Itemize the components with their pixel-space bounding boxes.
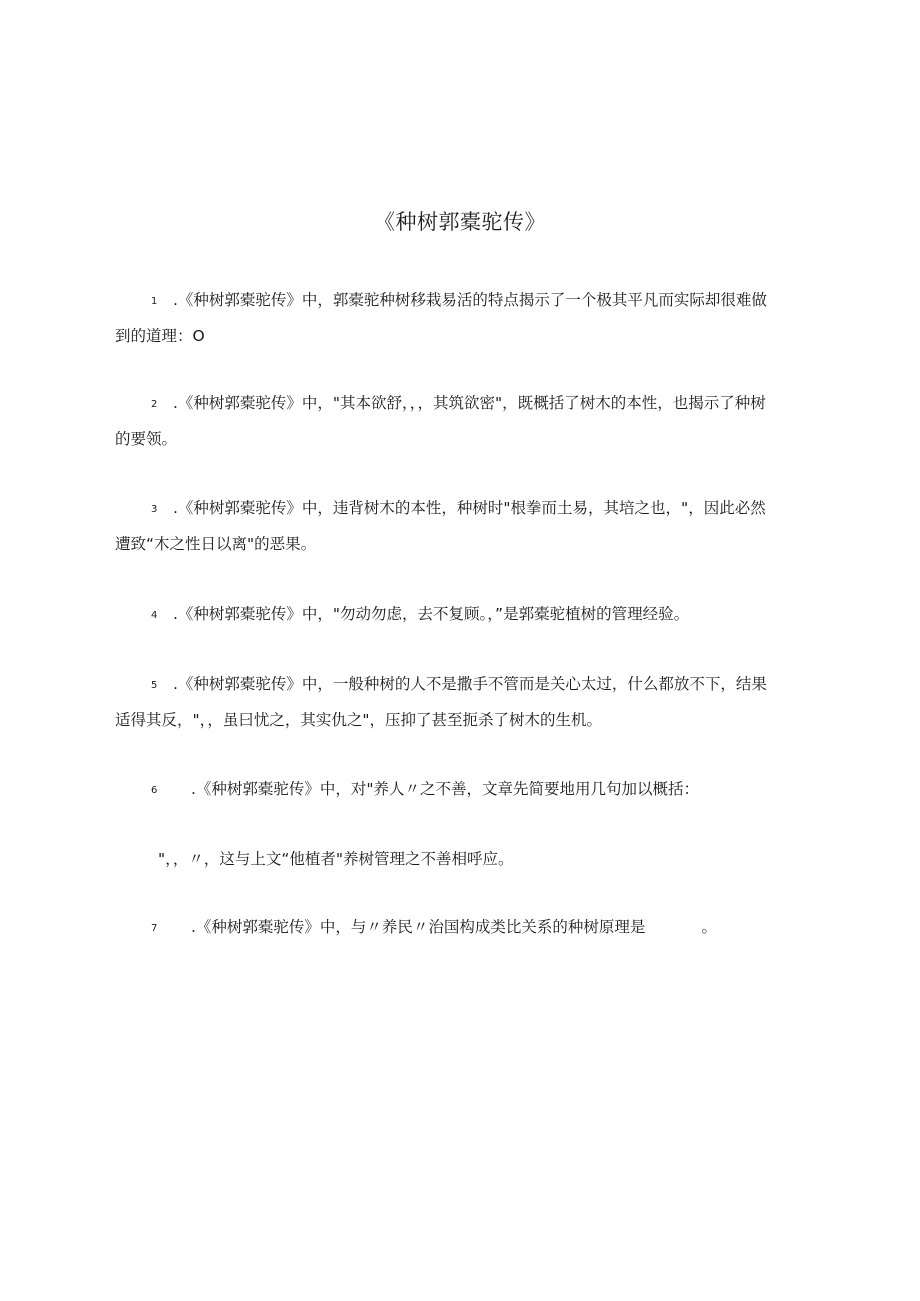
question-6-line-2: "，，〃，这与上文“他植者"养树管理之不善相呼应。 — [158, 850, 514, 868]
question-number: 1 — [151, 296, 158, 307]
question-6-line-1 — [115, 772, 825, 808]
document-title: 《种树郭橐驼传》 — [374, 210, 546, 234]
question-4-line-1 — [115, 597, 825, 633]
question-number: 5 — [151, 680, 158, 691]
question-text: .《种树郭橐驼传》中，与〃养民〃治国构成类比关系的种树原理是 — [191, 918, 646, 936]
question-text: .《种树郭橐驼传》中，对"养人〃之不善，文章先简要地用几句加以概括： — [191, 780, 700, 798]
question-4 — [115, 597, 825, 633]
question-number: 4 — [151, 610, 158, 621]
question-5 — [115, 667, 825, 737]
question-2-line-1 — [115, 386, 825, 422]
question-6 — [115, 772, 825, 808]
question-3-line-2: 遭致“木之性日以离"的恶果。 — [115, 535, 317, 553]
question-1 — [115, 283, 825, 353]
question-5-line-1 — [115, 667, 825, 703]
question-text: .《种树郭橐驼传》中，郭橐驼种树移栽易活的特点揭示了一个极其平凡而实际却很难做 — [173, 291, 767, 309]
question-3 — [115, 491, 825, 561]
question-5-line-2: 适得其反，"，，虽曰忧之，其实仇之"，压抑了甚至扼杀了树木的生机。 — [115, 711, 603, 729]
question-3-line-1 — [115, 491, 825, 527]
question-number: 6 — [151, 785, 158, 796]
question-2-line-2: 的要领。 — [115, 430, 178, 448]
question-text: .《种树郭橐驼传》中，"其本欲舒，，，其筑欲密"，既概括了树木的本性，也揭示了种树 — [173, 394, 766, 412]
question-1-line-2: 到的道理：O — [115, 327, 205, 345]
question-text: .《种树郭橐驼传》中，"勿动勿虑，去不复顾。，”是郭橐驼植树的管理经验。 — [173, 605, 690, 623]
question-7 — [115, 910, 825, 946]
question-text: .《种树郭橐驼传》中，一般种树的人不是撒手不管而是关心太过，什么都放不下，结果 — [173, 675, 767, 693]
question-number: 7 — [151, 923, 158, 934]
question-7-line-1 — [115, 910, 825, 946]
question-number: 2 — [151, 399, 158, 410]
question-1-line-1 — [115, 283, 825, 319]
question-2 — [115, 386, 825, 456]
question-text-end: 。 — [701, 918, 717, 936]
question-text: .《种树郭橐驼传》中，违背树木的本性，种树时"根拳而土易，其培之也，"，因此必然 — [173, 499, 766, 517]
question-number: 3 — [151, 504, 158, 515]
